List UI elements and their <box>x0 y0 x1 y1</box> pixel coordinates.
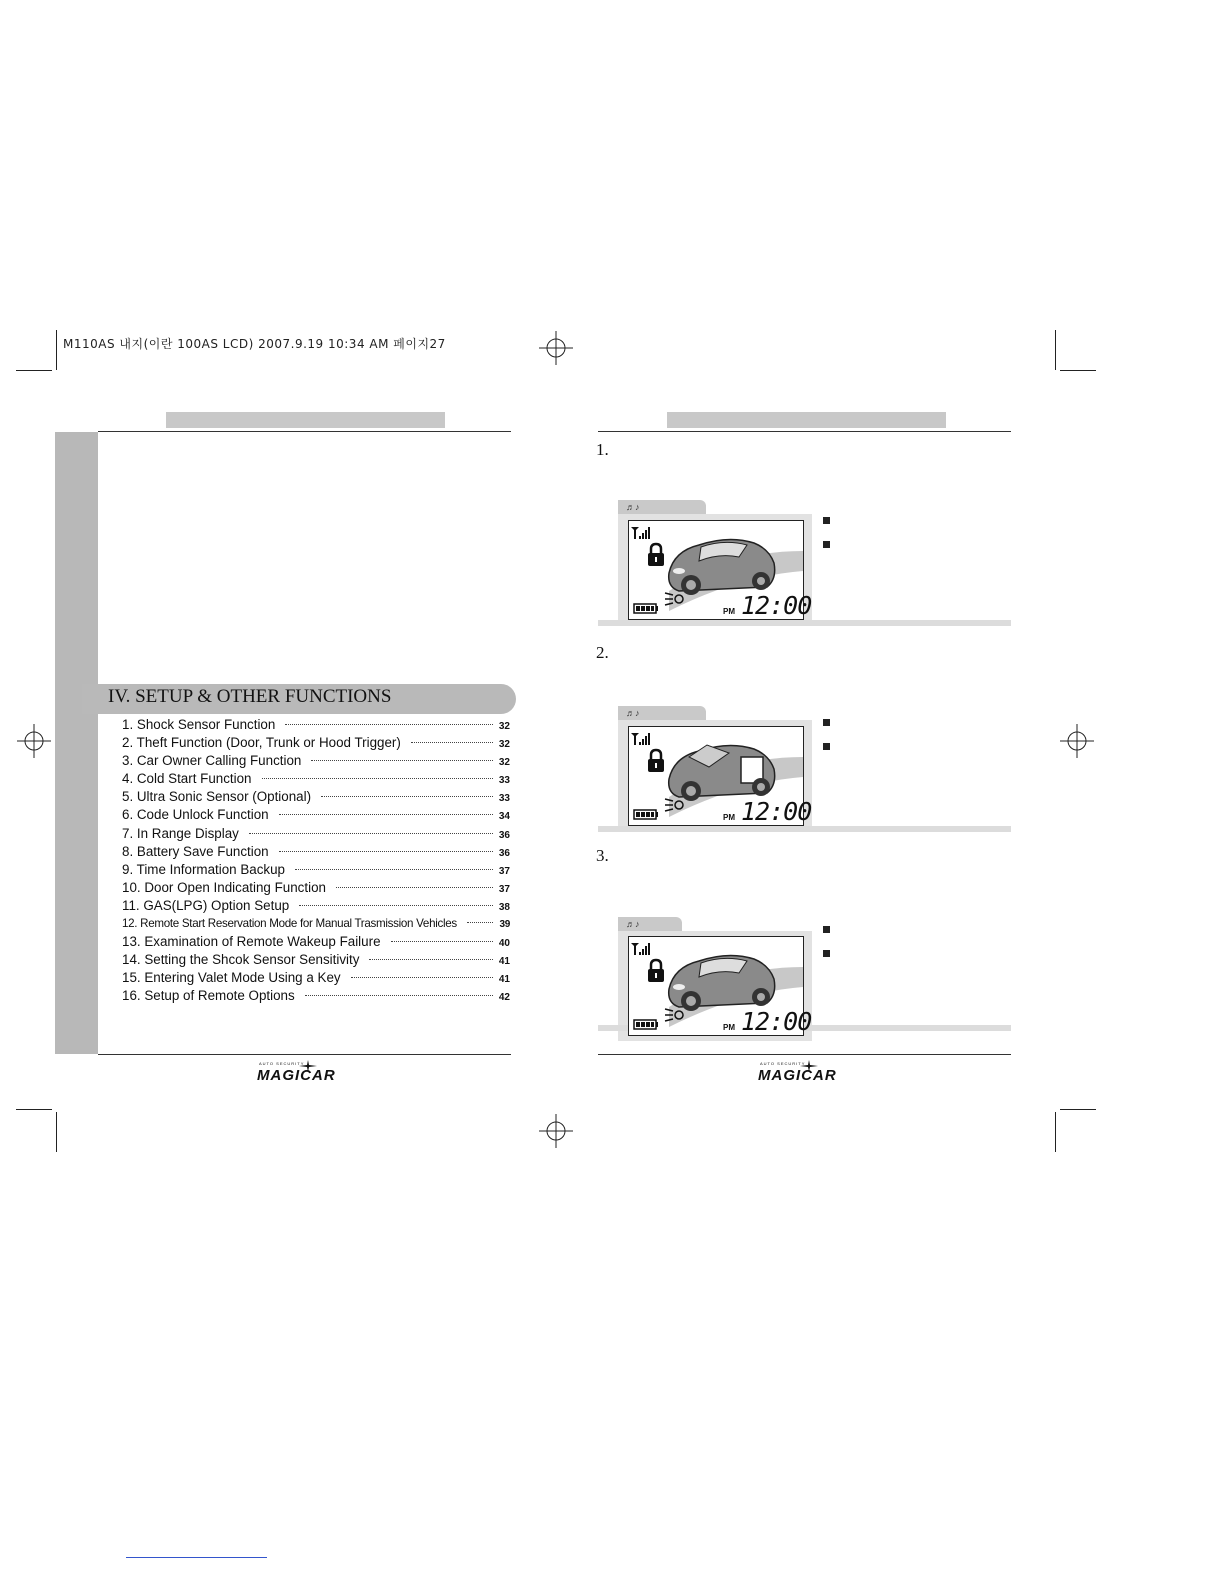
signal-icon <box>631 943 650 955</box>
left-bottom-rule <box>98 1054 511 1055</box>
toc-item[interactable] <box>122 951 510 969</box>
toc-page: 36 <box>498 829 510 841</box>
toc-item[interactable] <box>122 933 510 951</box>
bullet-square-icon <box>823 517 830 524</box>
toc-leader <box>279 851 493 852</box>
left-brand-logo <box>255 1060 365 1084</box>
right-bottom-rule <box>598 1054 1011 1055</box>
toc-item[interactable] <box>122 915 510 933</box>
toc-label: 10. Door Open Indicating Function <box>122 879 326 895</box>
toc-item[interactable] <box>122 734 510 752</box>
logo-tagline: AUTO SECURITY <box>259 1061 305 1066</box>
toc-leader <box>285 724 493 725</box>
figure-band <box>598 620 1011 626</box>
toc-label: 2. Theft Function (Door, Trunk or Hood Trigger) <box>122 735 401 751</box>
toc-leader <box>351 977 493 978</box>
toc-page: 42 <box>498 992 510 1004</box>
figure-tab: ♬♪ <box>618 500 706 514</box>
crop-mark <box>56 1112 57 1152</box>
toc-leader <box>299 905 493 906</box>
toc-label: 5. Ultra Sonic Sensor (Optional) <box>122 789 312 805</box>
toc-label: 1. Shock Sensor Function <box>122 717 276 732</box>
lock-icon <box>648 750 664 772</box>
toc-item[interactable] <box>122 897 510 915</box>
battery-icon <box>634 1020 658 1029</box>
lcd-time: 12:00 <box>741 591 812 620</box>
lcd-time: 12:00 <box>741 1007 812 1036</box>
signal-icon <box>631 733 650 745</box>
right-top-rule <box>598 431 1011 432</box>
lcd-display <box>628 520 812 620</box>
toc-item[interactable] <box>122 861 510 879</box>
toc-item[interactable] <box>122 806 510 824</box>
toc-leader <box>467 922 494 923</box>
toc-leader <box>295 869 493 870</box>
toc-label: 15. Entering Valet Mode Using a Key <box>122 970 341 986</box>
section-number: 2. <box>596 643 609 662</box>
toc-item[interactable] <box>122 770 510 788</box>
toc-leader <box>391 941 493 942</box>
toc-page: 32 <box>498 721 510 732</box>
toc-label: 6. Code Unlock Function <box>122 807 269 823</box>
car-icon <box>669 955 775 1011</box>
toc-label: 11. GAS(LPG) Option Setup <box>122 897 290 913</box>
bullet-square-icon <box>823 743 830 750</box>
toc-label: 13. Examination of Remote Wakeup Failure <box>122 934 381 950</box>
crop-mark <box>1060 370 1096 371</box>
logo-tagline: AUTO SECURITY <box>760 1061 806 1066</box>
toc-page: 33 <box>498 793 510 805</box>
toc-page: 33 <box>498 775 510 787</box>
lcd-ampm: PM <box>723 607 735 616</box>
lcd-time: 12:00 <box>741 797 812 826</box>
toc-leader <box>411 742 493 743</box>
section-number: 3. <box>596 846 609 865</box>
footnote-link-underline[interactable] <box>126 1557 267 1558</box>
toc-leader <box>305 995 493 996</box>
toc-label: 14. Setting the Shcok Sensor Sensitivity <box>122 952 360 968</box>
toc-leader <box>262 778 493 779</box>
toc-leader <box>321 796 493 797</box>
toc-page: 40 <box>498 938 510 950</box>
toc-leader <box>336 887 493 888</box>
registration-mark-icon <box>539 331 573 365</box>
toc-label: 9. Time Information Backup <box>122 861 285 877</box>
figure-tab: ♬♪ <box>618 706 706 720</box>
toc-leader <box>369 959 492 960</box>
battery-icon <box>634 810 658 819</box>
toc-page: 37 <box>498 865 510 877</box>
toc-page: 41 <box>498 956 510 968</box>
crop-mark <box>56 330 57 370</box>
toc-page: 36 <box>498 847 510 859</box>
toc-item[interactable] <box>122 879 510 897</box>
toc-page: 39 <box>499 919 510 931</box>
toc-leader <box>279 814 493 815</box>
lcd-ampm: PM <box>723 813 735 822</box>
toc-leader <box>249 833 493 834</box>
lcd-display <box>628 936 812 1036</box>
registration-mark-icon <box>539 1114 573 1148</box>
battery-icon <box>634 604 658 613</box>
crop-mark <box>1055 330 1056 370</box>
car-icon <box>669 745 775 801</box>
crop-mark <box>1055 1112 1056 1152</box>
lcd-display <box>628 726 812 826</box>
toc-page: 34 <box>498 811 510 823</box>
right-brand-logo <box>756 1060 866 1084</box>
crop-mark <box>16 370 52 371</box>
crop-mark <box>16 1109 52 1110</box>
toc-label: 4. Cold Start Function <box>122 771 252 787</box>
toc-item[interactable] <box>122 987 510 1005</box>
toc-item[interactable] <box>122 969 510 987</box>
section-title: IV. SETUP & OTHER FUNCTIONS <box>108 686 392 707</box>
lock-icon <box>648 544 664 566</box>
car-icon <box>669 539 775 595</box>
toc-item[interactable] <box>122 825 510 843</box>
logo-wordmark: MAGICAR <box>758 1067 837 1084</box>
table-of-contents <box>122 716 510 1006</box>
figure-tab: ♬♪ <box>618 917 682 931</box>
bullet-square-icon <box>823 926 830 933</box>
lock-icon <box>648 960 664 982</box>
bullet-square-icon <box>823 541 830 548</box>
toc-page: 32 <box>498 757 510 769</box>
toc-label: 16. Setup of Remote Options <box>122 988 295 1004</box>
toc-page: 41 <box>498 974 510 986</box>
section-number: 1. <box>596 440 609 459</box>
left-side-strip <box>55 432 98 1054</box>
toc-item[interactable] <box>122 752 510 770</box>
crop-mark <box>1060 1109 1096 1110</box>
toc-item[interactable] <box>122 716 510 734</box>
registration-mark-icon <box>17 724 51 758</box>
toc-label: 8. Battery Save Function <box>122 843 269 859</box>
toc-label: 12. Remote Start Reservation Mode for Manual Trasmission Vehicles <box>122 917 457 931</box>
toc-label: 7. In Range Display <box>122 825 239 841</box>
bullet-square-icon <box>823 719 830 726</box>
signal-icon <box>631 527 650 539</box>
logo-wordmark: MAGICAR <box>257 1067 336 1084</box>
figure-band <box>598 826 1011 832</box>
toc-page: 38 <box>498 901 510 913</box>
lcd-ampm: PM <box>723 1023 735 1032</box>
toc-item[interactable] <box>122 788 510 806</box>
toc-label: 3. Car Owner Calling Function <box>122 753 302 769</box>
toc-page: 37 <box>498 883 510 895</box>
left-header-bar <box>166 412 445 428</box>
toc-item[interactable] <box>122 843 510 861</box>
toc-page: 32 <box>498 739 510 751</box>
print-slug: M110AS 내지(이란 100AS LCD) 2007.9.19 10:34 AM 페이지27 <box>63 337 446 351</box>
bullet-square-icon <box>823 950 830 957</box>
left-top-rule <box>98 431 511 432</box>
registration-mark-icon <box>1060 724 1094 758</box>
right-header-bar <box>667 412 946 428</box>
toc-leader <box>311 760 493 761</box>
